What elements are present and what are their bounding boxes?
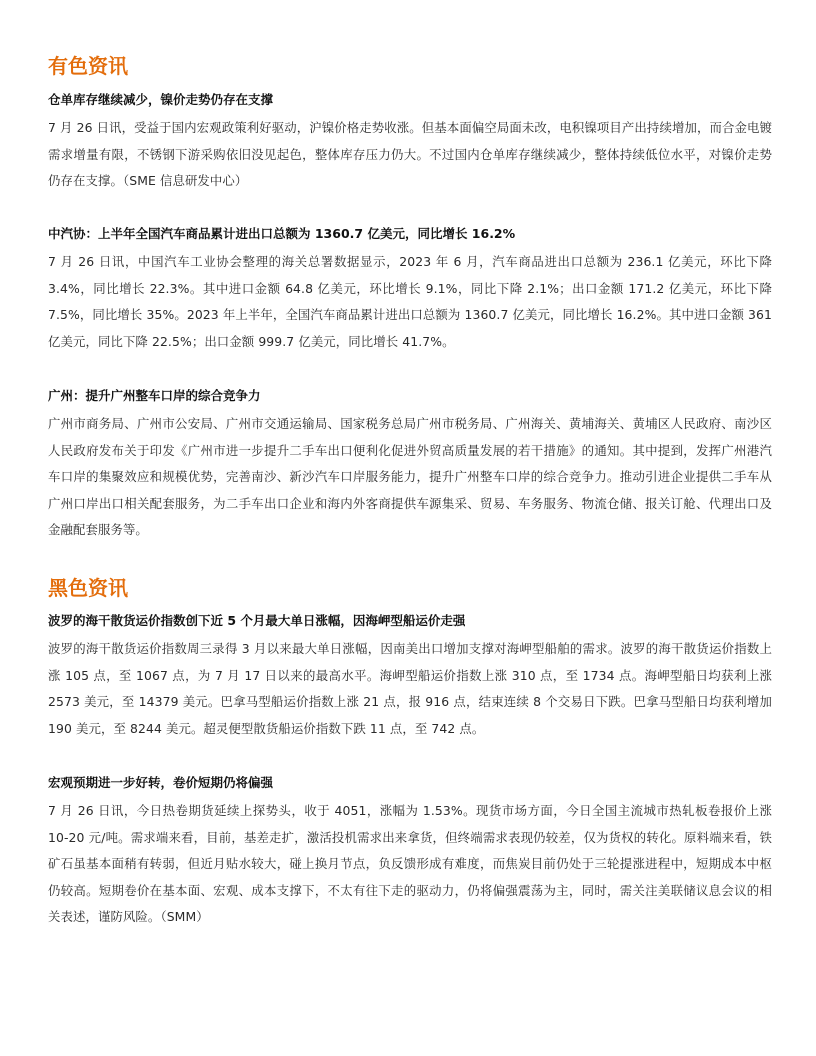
article-body: 波罗的海干散货运价指数周三录得 3 月以来最大单日涨幅，因南美出口增加支撑对海岬型船舶的需求。波罗的海干散货运价指数上涨 105 点，至 1067 点，为 7 月 17 日以来的最高水平。海岬型船运价指数上涨 310 点，至 1734 点。海岬型船日均获利上涨 2573 美元，至 14379 美元。巴拿马型船运价指数上涨 21 点，报 916 点，结束连续 8 个交易日下跌。巴拿马型船日均获利增加 190 美元，至 8244 美元。超灵便型散货船运价指数下跌 11 点，至 742 点。: [48, 641, 772, 736]
article-headline: 仓单库存继续减少，镍价走势仍存在支撑: [48, 92, 274, 107]
article-guangzhou-port: [48, 387, 772, 544]
article-headline: 中汽协：上半年全国汽车商品累计进出口总额为 1360.7 亿美元，同比增长 16.2%: [48, 226, 516, 241]
article-baltic-index: [48, 612, 772, 742]
article-hot-coil: [48, 774, 772, 931]
article-headline: 广州：提升广州整车口岸的综合竞争力: [48, 388, 261, 403]
article-headline: 波罗的海干散货运价指数创下近 5 个月最大单日涨幅，因海岬型船运价走强: [48, 613, 466, 628]
article-headline: 宏观预期进一步好转，卷价短期仍将偏强: [48, 775, 274, 790]
section-title-nonferrous: 有色资讯: [48, 54, 128, 78]
article-body: 7 月 26 日讯，今日热卷期货延续上探势头，收于 4051，涨幅为 1.53%。现货市场方面，今日全国主流城市热轧板卷报价上涨 10-20 元/吨。需求端来看，目前，基差走扩，激活投机需求出来拿货，但终端需求表现仍较差，仅为货权的转化。原料端来看，铁矿石虽基本面稍有转弱，但近月贴水较大，碰上换月节点，负反馈形成有难度，而焦炭目前仍处于三轮提涨进程中，短期成本中枢仍较高。短期卷价在基本面、宏观、成本支撑下，不太有往下走的驱动力，仍将偏强震荡为主，同时，需关注美联储议息会议的相关表述，谨防风险。（SMM）: [48, 803, 772, 925]
section-title-ferrous: 黑色资讯: [48, 576, 128, 600]
article-nickel: [48, 91, 772, 195]
article-body: 7 月 26 日讯，中国汽车工业协会整理的海关总署数据显示，2023 年 6 月，汽车商品进出口总额为 236.1 亿美元，环比下降 3.4%，同比增长 22.3%。其中进口金额 64.8 亿美元，环比增长 9.1%，同比下降 2.1%；出口金额 171.2 亿美元，环比下降 7.5%，同比增长 35%。2023 年上半年，全国汽车商品累计进出口总额为 1360.7 亿美元，同比增长 16.2%。其中进口金额 361 亿美元，同比下降 22.5%；出口金额 999.7 亿美元，同比增长 41.7%。: [48, 254, 772, 349]
article-body: 广州市商务局、广州市公安局、广州市交通运输局、国家税务总局广州市税务局、广州海关、黄埔海关、黄埔区人民政府、南沙区人民政府发布关于印发《广州市进一步提升二手车出口便利化促进外贸高质量发展的若干措施》的通知。其中提到，发挥广州港汽车口岸的集聚效应和规模优势，完善南沙、新沙汽车口岸服务能力，提升广州整车口岸的综合竞争力。推动引进企业提供二手车从广州口岸出口相关配套服务，为二手车出口企业和海内外客商提供车源集采、贸易、车务服务、物流仓储、报关订舱、代理出口及金融配套服务等。: [48, 416, 772, 538]
article-body: 7 月 26 日讯，受益于国内宏观政策利好驱动，沪镍价格走势收涨。但基本面偏空局面未改，电积镍项目产出持续增加，而合金电镀需求增量有限，不锈钢下游采购依旧没见起色，整体库存压力仍大。不过国内仓单库存继续减少，整体持续低位水平，对镍价走势仍存在支撑。（SME 信息研发中心）: [48, 120, 772, 189]
article-auto-trade: [48, 225, 772, 355]
